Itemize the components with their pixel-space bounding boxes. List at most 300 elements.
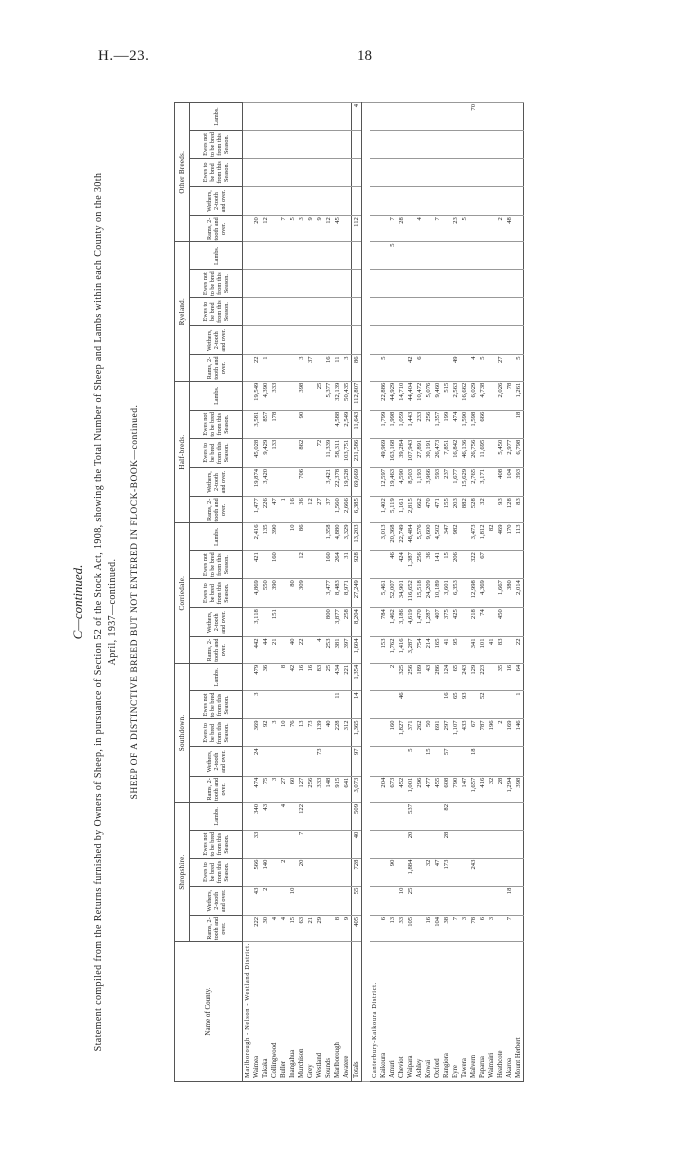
table-cell [342,242,352,270]
table-cell: 882 [460,497,469,523]
table-cell: 140 [261,858,270,886]
table-cell [342,130,352,158]
table-cell [315,691,324,719]
table-cell [487,886,496,915]
table-cell [342,830,352,858]
table-cell: 1,477 [252,497,261,523]
table-cell: 1,107 [451,719,460,747]
table-cell: 393 [514,467,524,496]
table-cell: 226 [261,497,270,523]
table-cell: 169 [505,719,514,747]
table-cell [496,186,505,215]
table-cell: 5,377 [324,381,333,410]
table-cell: 35 [496,663,505,691]
table-cell: 32 [424,858,433,886]
table-cell: 1,590 [460,410,469,438]
table-cell [370,579,379,608]
table-cell: 1,677 [451,467,460,496]
table-cell [433,886,442,915]
table-cell [370,830,379,858]
table-cell [469,130,478,158]
table-cell: 309 [297,579,306,608]
table-cell [315,858,324,886]
table-cell: 390 [270,523,279,551]
column-subheader: Wethers, 2-tooth and over. [190,608,243,637]
table-cell: 2,014 [514,579,524,608]
column-subheader: Lambs. [190,523,243,551]
table-cell: 57 [442,747,451,776]
table-cell: 43 [424,663,433,691]
table-cell: 36 [297,497,306,523]
table-cell: 46 [397,691,406,719]
table-cell [288,608,297,637]
breed-group-header: Other Breeds. [175,103,190,242]
table-cell: 258 [342,608,352,637]
table-cell: 10 [288,523,297,551]
table-cell: 75 [261,776,270,802]
table-cell: 1 [261,355,270,381]
table-cell: 64 [514,663,524,691]
table-cell [379,298,388,326]
table-cell [424,802,433,830]
table-cell [388,886,397,915]
table-cell [370,216,379,242]
table-cell: 5,576 [415,523,424,551]
table-cell: 133 [270,438,279,467]
table-cell: 47 [433,858,442,886]
table-cell [342,886,352,915]
table-cell [496,326,505,355]
table-cell [261,158,270,186]
table-cell [451,326,460,355]
table-cell: 27,891 [415,438,424,467]
table-cell [279,326,288,355]
table-cell [415,691,424,719]
table-cell [243,608,253,637]
spacer-cell [362,103,371,1082]
table-cell [279,523,288,551]
county-name: Cheviot [397,942,406,1082]
table-cell [388,691,397,719]
table-cell: 3 [342,355,352,381]
table-cell: 256 [406,663,415,691]
total-cell [352,242,362,270]
table-cell: 103,751 [342,438,352,467]
table-cell: 479 [252,663,261,691]
table-cell [397,186,406,215]
table-cell: 369 [252,719,261,747]
table-cell: 7 [388,216,397,242]
table-cell [415,186,424,215]
table-cell: 47 [270,497,279,523]
table-cell: 44 [261,637,270,663]
table-cell: 12,597 [379,467,388,496]
table-cell: 139 [315,719,324,747]
table-cell [415,802,424,830]
table-cell [505,130,514,158]
table-cell [306,637,315,663]
table-cell: 15,629 [460,467,469,496]
table-cell: 42 [288,663,297,691]
table-cell [406,270,415,298]
table-cell: 16 [297,663,306,691]
table-cell [324,830,333,858]
table-cell [370,915,379,941]
total-cell: 1,354 [352,663,362,691]
table-cell: 381 [333,637,342,663]
table-cell: 11,695 [478,438,487,467]
table-cell [415,858,424,886]
table-cell: 155 [442,497,451,523]
table-cell [315,830,324,858]
column-subheader: Ewes not to be bred from this Season. [190,830,243,858]
table-cell [487,467,496,496]
table-cell [324,858,333,886]
table-cell [442,158,451,186]
table-cell: 60 [288,776,297,802]
table-cell [379,326,388,355]
county-name: Paparua [478,942,487,1082]
table-cell: 28 [442,830,451,858]
table-cell: 45 [333,216,342,242]
table-cell [478,158,487,186]
table-cell [487,186,496,215]
county-name: Grey [306,942,315,1082]
table-cell: 243 [460,663,469,691]
table-cell: 15,518 [415,579,424,608]
total-cell [352,270,362,298]
table-cell: 433 [460,719,469,747]
table-cell: 11 [333,691,342,719]
table-cell [370,551,379,579]
breed-group-header: Ryeland. [175,242,190,381]
table-cell [261,270,270,298]
column-subheader: Ewes to be bred from this Season. [190,158,243,186]
table-cell [397,355,406,381]
table-cell: 754 [415,637,424,663]
table-cell: 1,799 [379,410,388,438]
table-cell: 128 [505,497,514,523]
table-cell [333,298,342,326]
table-cell [379,216,388,242]
table-cell: 206 [451,551,460,579]
table-cell: 32 [487,776,496,802]
table-cell: 19,549 [252,381,261,410]
table-cell [243,381,253,410]
table-cell [505,802,514,830]
table-cell: 2,977 [505,438,514,467]
table-cell [433,691,442,719]
table-cell [451,103,460,131]
county-name: Heathcote [496,942,505,1082]
table-cell [424,270,433,298]
table-cell [487,355,496,381]
table-cell [424,186,433,215]
table-cell [370,719,379,747]
table-cell: 4 [279,802,288,830]
table-cell [469,158,478,186]
table-cell: 4,588 [333,410,342,438]
statement-title: Statement compiled from the Returns furnished by Owners of Sheep, in pursuance of Section 52 of the Stock Act, 1908, showing the Total Number of Sheep and Lambs within each County on the 30th April, 1937—continued. [93,172,118,1052]
table-cell: 3,118 [252,608,261,637]
table-cell: 1,998 [388,410,397,438]
table-cell: 83 [315,663,324,691]
table-cell: 12 [261,216,270,242]
table-cell: 92 [261,719,270,747]
county-name: Awatere [342,942,352,1082]
table-row [333,103,342,1082]
table-cell [306,242,315,270]
table-cell: 2,765 [469,467,478,496]
table-cell: 72 [315,438,324,467]
table-cell: 16 [306,663,315,691]
column-subheader: Ewes not to be bred from this Season. [190,551,243,579]
column-subheader: Ewes to be bred from this Season. [190,438,243,467]
table-cell [379,130,388,158]
table-cell: 515 [442,381,451,410]
table-cell: 1,827 [397,719,406,747]
table-cell [333,830,342,858]
table-cell [415,130,424,158]
table-cell [460,858,469,886]
table-cell [261,186,270,215]
table-cell [261,298,270,326]
table-cell [379,663,388,691]
table-cell [333,242,342,270]
table-cell [270,858,279,886]
table-cell [433,326,442,355]
table-cell [333,886,342,915]
table-cell [451,186,460,215]
table-cell [415,830,424,858]
table-cell [406,103,415,131]
table-cell: 641 [342,776,352,802]
table-cell: 113 [514,523,524,551]
table-row [469,103,478,1082]
sheep-breed-table [174,102,524,1082]
table-cell: 4,880 [333,523,342,551]
table-cell: 550 [261,579,270,608]
column-subheader: Rams, 2-tooth and over. [190,915,243,941]
table-cell: 170 [505,523,514,551]
table-cell [252,326,261,355]
table-cell [406,130,415,158]
table-cell [279,691,288,719]
column-subheader: Lambs. [190,663,243,691]
total-cell: 86 [352,355,362,381]
table-cell: 4,738 [478,381,487,410]
table-cell [487,802,496,830]
table-cell: 9,460 [433,381,442,410]
table-cell: 3,186 [397,608,406,637]
table-row [297,103,306,1082]
table-cell: 5,119 [388,497,397,523]
table-cell [252,130,261,158]
table-cell [370,186,379,215]
table-cell [415,747,424,776]
table-cell: 46 [388,551,397,579]
table-cell [270,158,279,186]
table-cell: 1 [279,497,288,523]
table-cell [433,242,442,270]
table-row [451,103,460,1082]
table-cell [415,242,424,270]
table-cell: 129 [469,663,478,691]
table-cell: 25 [324,663,333,691]
table-cell [333,747,342,776]
table-cell [505,355,514,381]
table-cell [342,858,352,886]
table-cell [514,915,524,941]
table-row [424,103,433,1082]
table-cell: 204 [379,776,388,802]
table-cell: 347 [442,523,451,551]
column-subheader: Wethers, 2-tooth and over. [190,326,243,355]
table-cell: 10 [288,886,297,915]
table-cell: 1,470 [415,608,424,637]
table-cell [388,355,397,381]
table-cell [315,551,324,579]
table-cell [496,410,505,438]
column-subheader: Ewes not to be bred from this Season. [190,270,243,298]
table-cell [451,130,460,158]
table-cell: 16 [424,915,433,941]
table-cell: 52 [478,691,487,719]
table-cell: 63 [297,915,306,941]
table-cell: 18 [505,886,514,915]
table-cell: 1,294 [505,776,514,802]
total-cell: 13,203 [352,523,362,551]
table-cell [478,298,487,326]
table-cell: 86 [297,523,306,551]
table-cell: 233 [415,410,424,438]
table-cell [306,467,315,496]
table-cell: 3 [270,719,279,747]
table-cell [243,158,253,186]
table-cell: 4 [279,915,288,941]
table-cell [306,802,315,830]
table-cell [460,802,469,830]
table-cell [397,747,406,776]
table-cell [315,298,324,326]
table-cell [478,186,487,215]
table-cell: 43 [261,802,270,830]
table-cell: 33 [252,830,261,858]
table-cell [243,551,253,579]
county-name: Waimairi [487,942,496,1082]
table-cell [415,298,424,326]
section-heading-row [370,103,379,1082]
table-cell: 2 [496,216,505,242]
table-cell: 537 [406,802,415,830]
table-cell [315,608,324,637]
table-cell: 160 [324,551,333,579]
table-cell [397,802,406,830]
table-cell [243,663,253,691]
table-cell [505,158,514,186]
table-cell: 5,450 [496,438,505,467]
table-cell [243,830,253,858]
table-cell [297,298,306,326]
table-cell [460,579,469,608]
table-cell [460,830,469,858]
table-cell [478,747,487,776]
table-cell [388,270,397,298]
total-cell: 1,604 [352,637,362,663]
total-cell: 405 [352,915,362,941]
table-cell [397,270,406,298]
breed-group-header: Corriedale. [175,523,190,663]
table-cell [333,270,342,298]
table-cell [442,298,451,326]
table-cell [306,691,315,719]
table-cell: 3,329 [342,523,352,551]
table-cell [243,326,253,355]
total-cell: 8,204 [352,608,362,637]
table-cell [370,497,379,523]
table-cell [460,103,469,131]
table-cell: 6,029 [469,381,478,410]
table-cell [297,691,306,719]
table-cell [297,608,306,637]
table-cell: 256 [424,410,433,438]
table-cell: 1,387 [406,551,415,579]
table-cell: 1,443 [406,410,415,438]
total-cell: 6,385 [352,497,362,523]
table-cell: 26,756 [469,438,478,467]
table-cell: 41 [487,637,496,663]
table-cell: 6,798 [514,438,524,467]
table-cell [388,830,397,858]
table-cell: 49,969 [379,438,388,467]
table-cell [451,242,460,270]
table-cell: 16,842 [451,438,460,467]
table-row [388,103,397,1082]
table-cell [324,747,333,776]
table-cell [469,270,478,298]
table-cell [487,858,496,886]
table-cell [306,579,315,608]
table-cell [451,298,460,326]
table-cell [243,130,253,158]
county-name: Murchison [297,942,306,1082]
table-cell: 5,076 [424,381,433,410]
column-subheader: Wethers, 2-tooth and over. [190,886,243,915]
table-cell: 312 [342,719,352,747]
table-cell: 58,311 [333,438,342,467]
table-cell: 32,139 [333,381,342,410]
table-cell: 223 [478,663,487,691]
table-cell [306,438,315,467]
table-cell [379,242,388,270]
total-cell: 928 [352,551,362,579]
table-cell [433,298,442,326]
table-cell [460,551,469,579]
table-cell [424,298,433,326]
table-row [442,103,451,1082]
table-cell [478,270,487,298]
table-cell: 1,358 [324,523,333,551]
table-cell [324,802,333,830]
table-cell: 4 [469,355,478,381]
table-cell: 122 [297,802,306,830]
table-cell [487,326,496,355]
table-cell [469,186,478,215]
table-cell [442,326,451,355]
table-cell [406,186,415,215]
table-cell: 104 [505,467,514,496]
breed-group-header: Half-breds. [175,381,190,523]
